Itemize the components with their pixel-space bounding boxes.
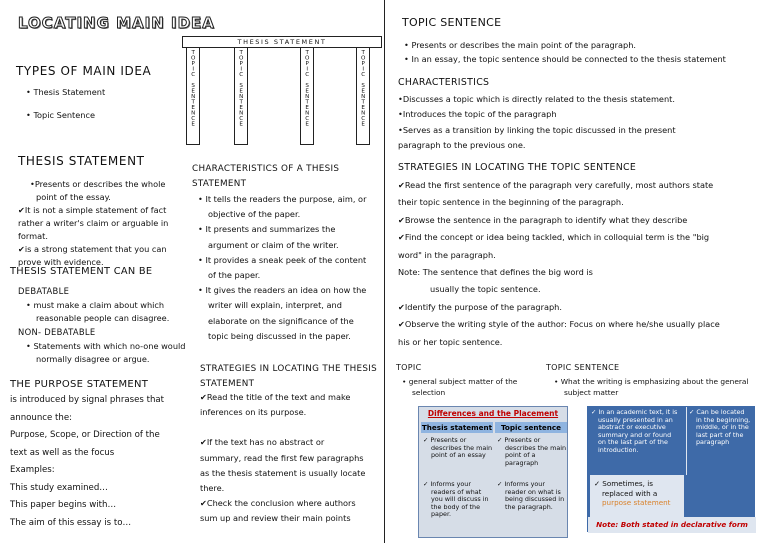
- page-title: LOCATING MAIN IDEA: [18, 14, 215, 32]
- table-title: Differences and the Placement: [427, 409, 559, 418]
- topic-sentence-list: • Presents or describes the main point of the paragraph. • In an essay, the topic sentence should be connected to the thesis statement: [404, 40, 726, 64]
- types-heading: TYPES OF MAIN IDEA: [16, 64, 152, 78]
- can-be-heading: THESIS STATEMENT CAN BE: [10, 266, 153, 277]
- table-cell: ✓ Informs your readers of what you will discuss in the body of the paper.: [423, 480, 489, 519]
- strat-topic-heading: STRATEGIES IN LOCATING THE TOPIC SENTENCE: [398, 162, 637, 173]
- char-thesis-list: • It tells the readers the purpose, aim, or objective of the paper. • It presents and summarizes the argument or claim of the writer. • It provides a sneak peek of the content of the paper. • It gives the readers an idea on how the writer will explain, interpret, and elaborate on the significance of the topic being discussed in the paper.: [198, 194, 367, 341]
- diagram-pillar: TOPIC SENTENCE: [186, 48, 200, 145]
- thesis-heading: THESIS STATEMENT: [18, 154, 145, 168]
- table-cell: ✓ Presents or describes the main point of an essay: [423, 436, 493, 460]
- table-col-thesis: Thesis statement: [421, 423, 493, 432]
- purpose-heading: THE PURPOSE STATEMENT: [10, 379, 149, 390]
- characteristics-heading: CHARACTERISTICS: [398, 77, 490, 88]
- purpose-text: is introduced by signal phrases that announce the: Purpose, Scope, or Direction of the text as well as the focus Examples: This study examined… This paper begins with… The aim of this essay is to…: [10, 395, 165, 528]
- nondebatable-label: NON- DEBATABLE: [18, 327, 96, 337]
- diagram-pillar: TOPIC SENTENCE: [300, 48, 314, 145]
- panel-divider: [686, 407, 687, 475]
- topic-desc: • general subject matter of the selection: [402, 377, 518, 397]
- topic-placement: ✓ Can be located in the beginning, middle, or in the last part of the paragraph: [689, 408, 751, 447]
- diagram-pillar: TOPIC SENTENCE: [234, 48, 248, 145]
- differences-table: [418, 406, 568, 538]
- placement-panel: [587, 406, 755, 532]
- strat-thesis-list: ✔Read the title of the text and make inferences on its purpose. ✔If the text has no abstract or summary, read the first few paragraphs as the thesis statement is usually locate there. ✔Check the conclusion where authors sum up and review their main points: [200, 392, 366, 524]
- declarative-note: Note: Both stated in declarative form: [588, 517, 756, 533]
- purpose-statement-text: purpose statement: [602, 498, 671, 507]
- nondebatable-text: • Statements with which no-one would normally disagree or argue.: [26, 341, 186, 364]
- debatable-text: • must make a claim about which reasonable people can disagree.: [26, 300, 170, 323]
- diagram-pillar: TOPIC SENTENCE: [356, 48, 370, 145]
- strat-topic-list: ✔Read the first sentence of the paragraph very carefully, most authors state their topic sentence in the beginning of the paragraph. ✔Browse the sentence in the paragraph to identify what they describe ✔Find the concept or idea being tackled, which in colloquial term is the "big word" in the paragraph. Note: The sentence that defines the big word is usually the topic sentence. ✔Identify the purpose of the paragraph. ✔Observe the writing style of the author: Focus on where he/she usually place his or her topic sentence.: [398, 180, 720, 347]
- ts-label: TOPIC SENTENCE: [546, 363, 620, 372]
- ts-desc: • What the writing is emphasizing about the general subject matter: [554, 377, 749, 397]
- sometimes-box: [590, 475, 684, 517]
- debatable-label: DEBATABLE: [18, 286, 70, 296]
- pillar-diagram: [182, 36, 382, 146]
- strat-thesis-heading: STRATEGIES IN LOCATING THE THESIS STATEMENT: [200, 364, 378, 389]
- table-cell: ✓ Informs your reader on what is being discussed in the paragraph.: [497, 480, 565, 511]
- topic-sentence-heading: TOPIC SENTENCE: [402, 16, 502, 29]
- types-item: • Thesis Statement: [26, 87, 106, 97]
- topic-label: TOPIC: [396, 363, 422, 372]
- types-item: • Topic Sentence: [26, 110, 96, 120]
- characteristics-list: •Discusses a topic which is directly related to the thesis statement. •Introduces the topic of the paragraph •Serves as a transition by linking the topic discussed in the present paragraph to the previous one.: [398, 94, 676, 151]
- page-divider: [384, 0, 385, 543]
- ts-placement: ✓ In an academic text, it is usually presented in an abstract or executive summary and or found on the last part of the introduction.: [591, 408, 678, 454]
- table-col-topic: Topic sentence: [495, 422, 567, 433]
- table-cell: ✓ Presents or describes the main point of a paragraph: [497, 436, 567, 467]
- diagram-beam: THESIS STATEMENT: [182, 36, 382, 48]
- char-thesis-heading: CHARACTERISTICS OF A THESIS STATEMENT: [192, 164, 340, 189]
- sometimes-text: ✓ Sometimes, is replaced with a purpose statement: [594, 479, 684, 508]
- thesis-description: •Presents or describes the whole point of the essay. ✔It is not a simple statement of fact rather a writer's claim or arguable in format. ✔is a strong statement that you can prove with evidence.: [18, 179, 169, 267]
